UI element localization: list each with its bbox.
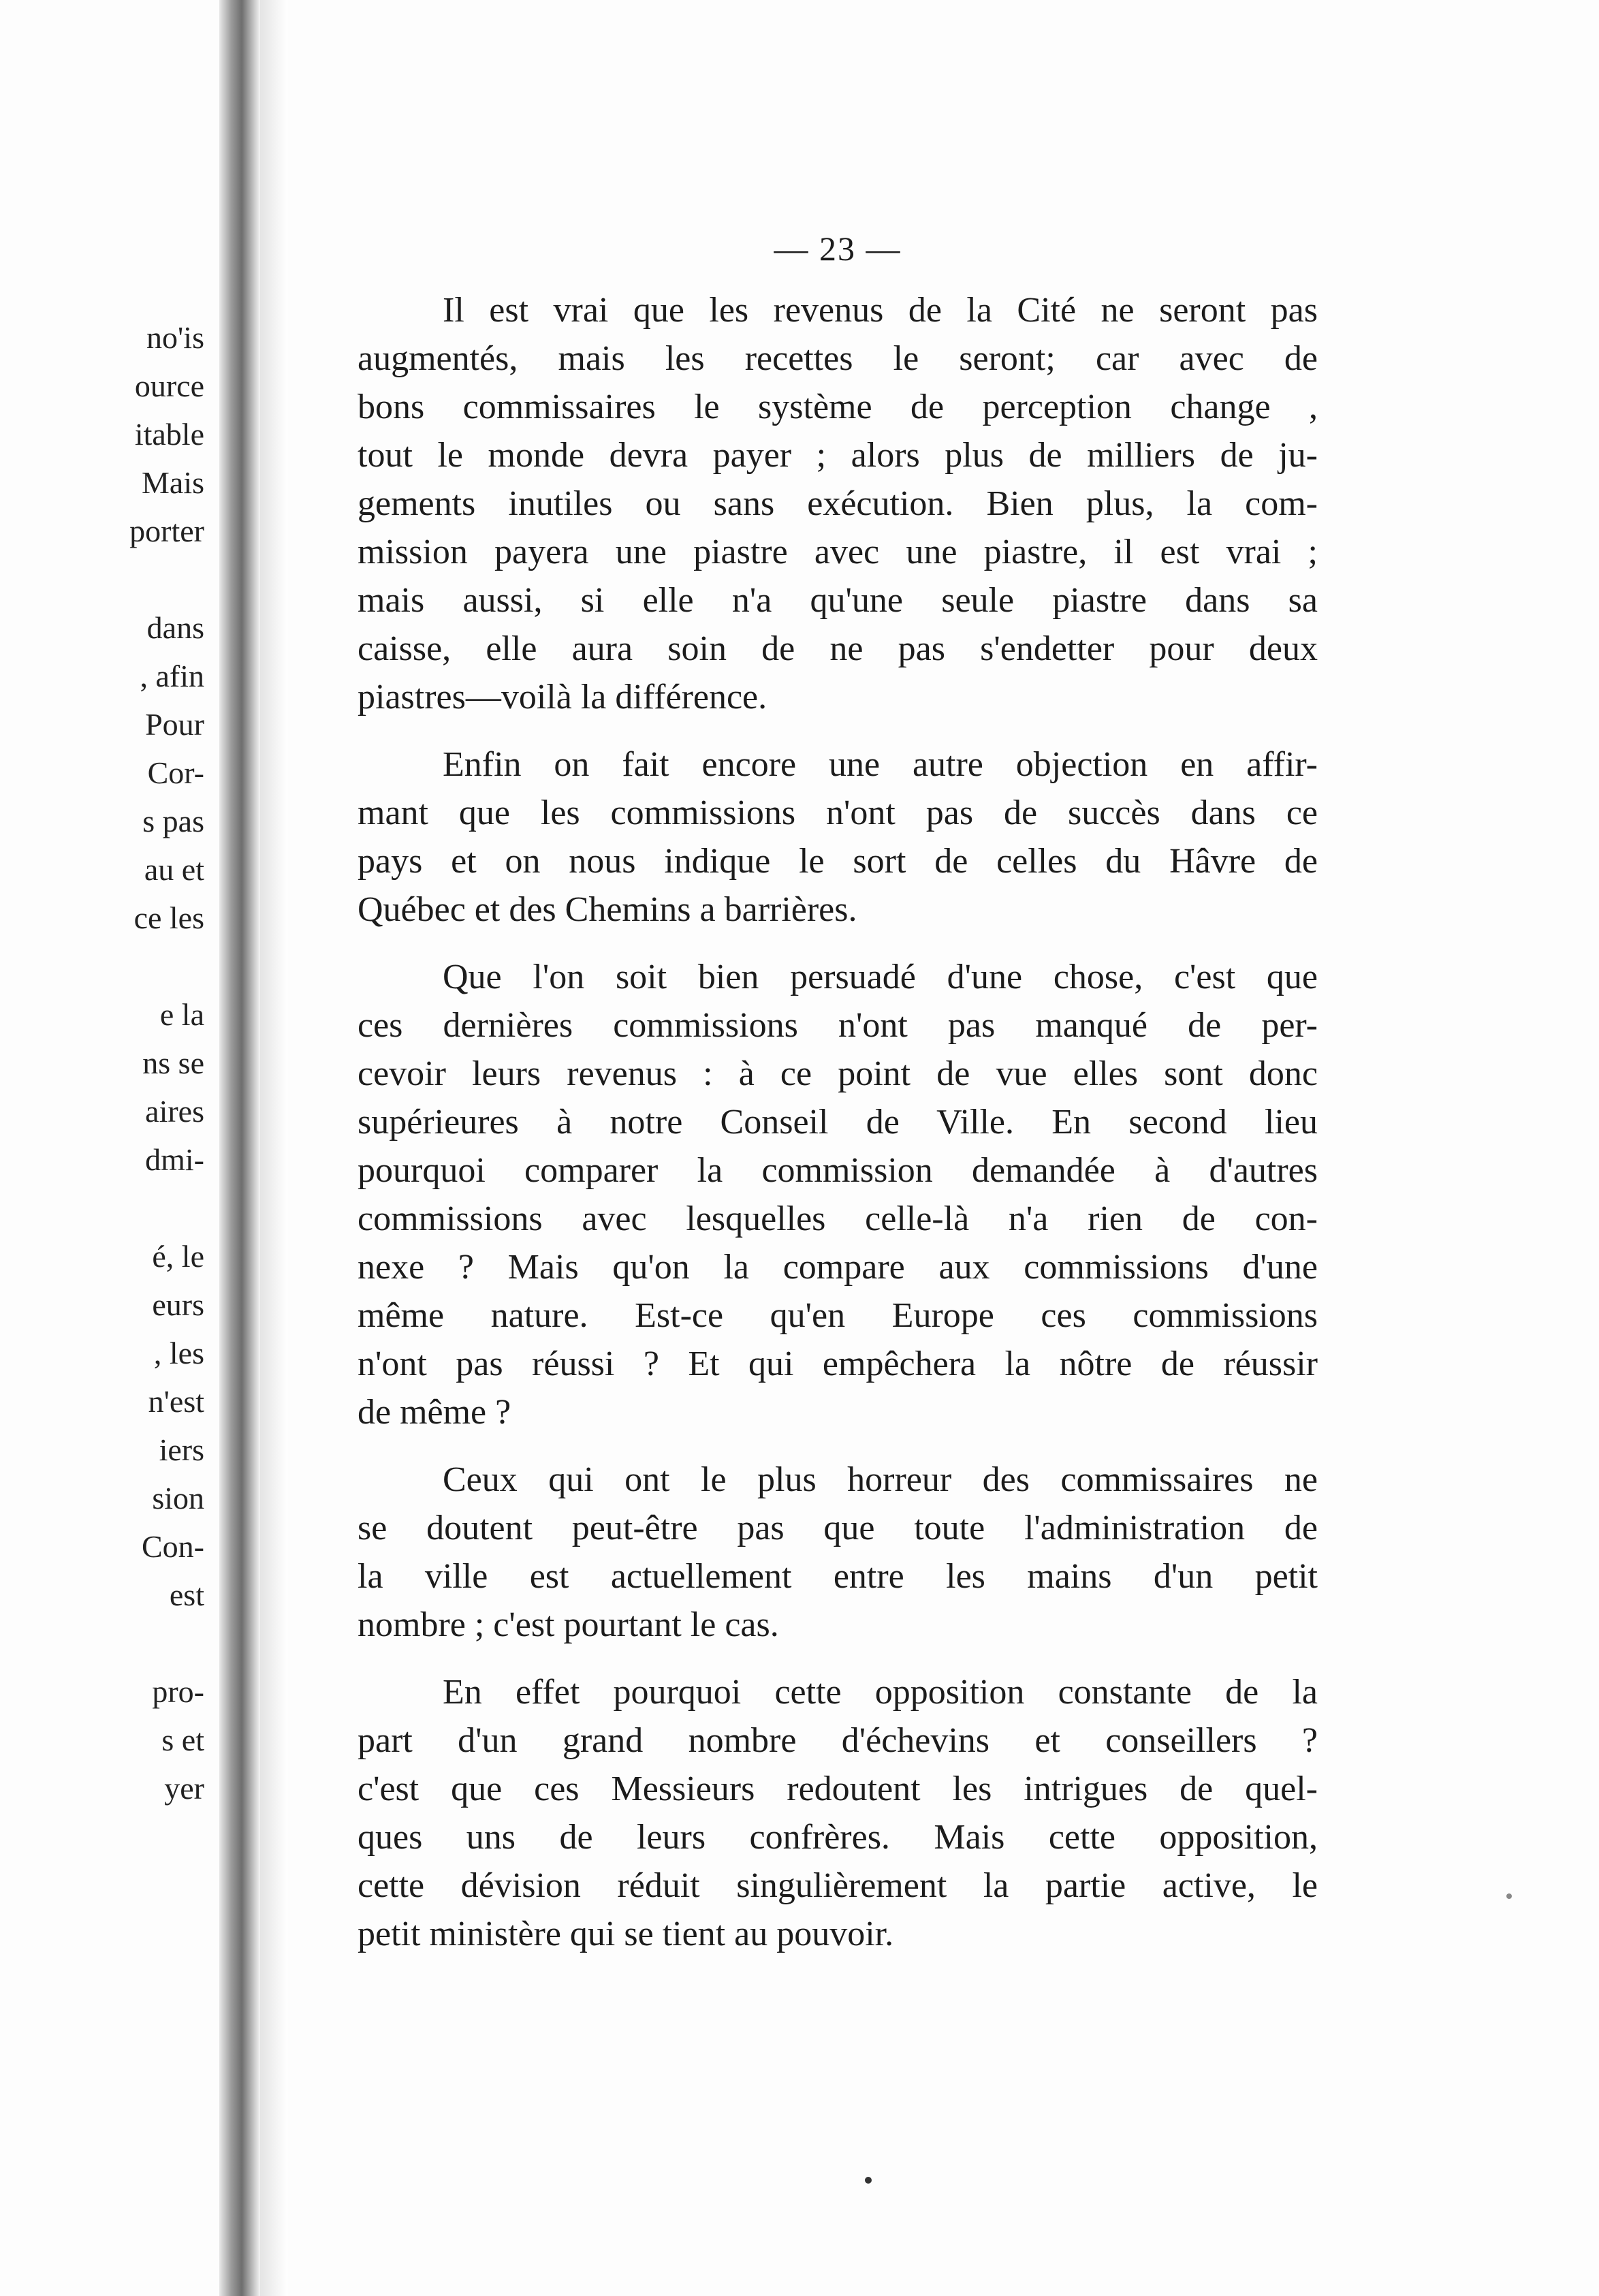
left-page-fragment xyxy=(0,1184,204,1232)
text-line: se doutent peut-être pas que toute l'administration de xyxy=(358,1509,1318,1547)
text-line: la ville est actuellement entre les mains d'un petit xyxy=(358,1557,1318,1596)
left-page-fragment: e la xyxy=(159,997,204,1032)
text-line: cevoir leurs revenus : à ce point de vue elles sont donc xyxy=(358,1054,1318,1093)
gutter-shadow xyxy=(260,0,287,2296)
paragraph-gap xyxy=(358,934,1318,953)
text-line: ces dernières commissions n'ont pas manqué de per- xyxy=(358,1006,1318,1045)
left-page-fragment: Con- xyxy=(142,1529,204,1564)
left-page-fragment xyxy=(0,1619,204,1667)
text-line: En effet pourquoi cette opposition constante de la xyxy=(443,1673,1318,1712)
text-line: cette dévision réduit singulièrement la partie active, le xyxy=(358,1866,1318,1905)
text-line: mission payera une piastre avec une piastre, il est vrai ; xyxy=(358,533,1318,571)
left-page-fragment: , les xyxy=(153,1336,204,1370)
text-line: ques uns de leurs confrères. Mais cette opposition, xyxy=(358,1818,1318,1857)
left-page-fragment: porter xyxy=(129,514,204,548)
text-line: mant que les commissions n'ont pas de succès dans ce xyxy=(358,793,1318,832)
left-page-fragment: ce les xyxy=(133,900,204,935)
text-line: pays et on nous indique le sort de celles du Hâvre de xyxy=(358,842,1318,881)
left-page-fragment: dans xyxy=(146,610,204,645)
text-line: tout le monde devra payer ; alors plus de milliers de ju- xyxy=(358,436,1318,475)
text-line: supérieures à notre Conseil de Ville. En second lieu xyxy=(358,1103,1318,1142)
text-line: commissions avec lesquelles celle-là n'a rien de con- xyxy=(358,1199,1318,1238)
left-page-fragment xyxy=(0,555,204,603)
text-line: pourquoi comparer la commission demandée à d'autres xyxy=(358,1151,1318,1190)
print-speck xyxy=(1506,1893,1512,1899)
text-line: mais aussi, si elle n'a qu'une seule piastre dans sa xyxy=(358,581,1318,620)
left-page-fragment: ource xyxy=(134,368,204,403)
text-line: petit ministère qui se tient au pouvoir. xyxy=(358,1915,894,1953)
text-line: piastres—voilà la différence. xyxy=(358,678,767,717)
left-page-fragment: n'est xyxy=(148,1384,204,1419)
left-page-fragment: au et xyxy=(144,852,204,887)
left-page-fragment: no'is xyxy=(146,320,204,355)
book-spine xyxy=(219,0,260,2296)
left-page-fragment: dmi- xyxy=(145,1142,204,1177)
text-line: gements inutiles ou sans exécution. Bien plus, la com- xyxy=(358,484,1318,523)
left-page-fragment: s et xyxy=(161,1723,204,1757)
left-page-fragment: é, le xyxy=(152,1239,204,1274)
left-page-fragment: , afin xyxy=(140,659,204,693)
paragraph xyxy=(358,1668,1318,1958)
text-line: n'ont pas réussi ? Et qui empêchera la nôtre de réussir xyxy=(358,1344,1318,1383)
text-line: nombre ; c'est pourtant le cas. xyxy=(358,1605,779,1644)
paragraph-gap xyxy=(358,721,1318,740)
left-page-fragment: sion xyxy=(152,1481,204,1515)
text-line: c'est que ces Messieurs redoutent les intrigues de quel- xyxy=(358,1770,1318,1808)
left-page-fragment: s pas xyxy=(142,804,204,838)
text-line: bons commissaires le système de perception change , xyxy=(358,388,1318,426)
left-page-fragment: itable xyxy=(134,417,204,452)
paragraph xyxy=(358,953,1318,1436)
left-page-edge xyxy=(0,313,204,1812)
left-page-fragment: Mais xyxy=(142,465,204,500)
left-page-fragment: Pour xyxy=(145,707,204,742)
text-line: Que l'on soit bien persuadé d'une chose, c'est que xyxy=(443,958,1318,996)
left-page-fragment: ns se xyxy=(142,1045,204,1080)
left-page-fragment: eurs xyxy=(152,1287,204,1322)
text-line: augmentés, mais les recettes le seront; car avec de xyxy=(358,339,1318,378)
text-line: Il est vrai que les revenus de la Cité ne seront pas xyxy=(443,291,1318,330)
text-line: Enfin on fait encore une autre objection en affir- xyxy=(443,745,1318,784)
text-line: nexe ? Mais qu'on la compare aux commissions d'une xyxy=(358,1248,1318,1287)
body-text xyxy=(358,286,1318,1958)
text-line: même nature. Est-ce qu'en Europe ces commissions xyxy=(358,1296,1318,1335)
right-page xyxy=(358,225,1318,1958)
text-line: caisse, elle aura soin de ne pas s'endetter pour deux xyxy=(358,629,1318,668)
paragraph-gap xyxy=(358,1649,1318,1668)
text-line: de même ? xyxy=(358,1393,511,1432)
left-page-fragment: est xyxy=(169,1577,204,1612)
text-line: Québec et des Chemins a barrières. xyxy=(358,890,857,929)
paragraph-gap xyxy=(358,1436,1318,1456)
left-page-fragment xyxy=(0,942,204,990)
left-page-fragment: iers xyxy=(159,1432,204,1467)
left-page-fragment: yer xyxy=(164,1771,204,1806)
paragraph xyxy=(358,1456,1318,1649)
text-line: part d'un grand nombre d'échevins et conseillers ? xyxy=(358,1721,1318,1760)
page-number: — 23 — xyxy=(774,230,902,268)
left-page-fragment: aires xyxy=(145,1094,204,1129)
print-speck xyxy=(865,2177,872,2184)
left-page-fragment: pro- xyxy=(152,1674,204,1709)
paragraph xyxy=(358,740,1318,934)
paragraph xyxy=(358,286,1318,721)
left-page-fragment: Cor- xyxy=(147,755,204,790)
text-line: Ceux qui ont le plus horreur des commissaires ne xyxy=(443,1460,1318,1499)
